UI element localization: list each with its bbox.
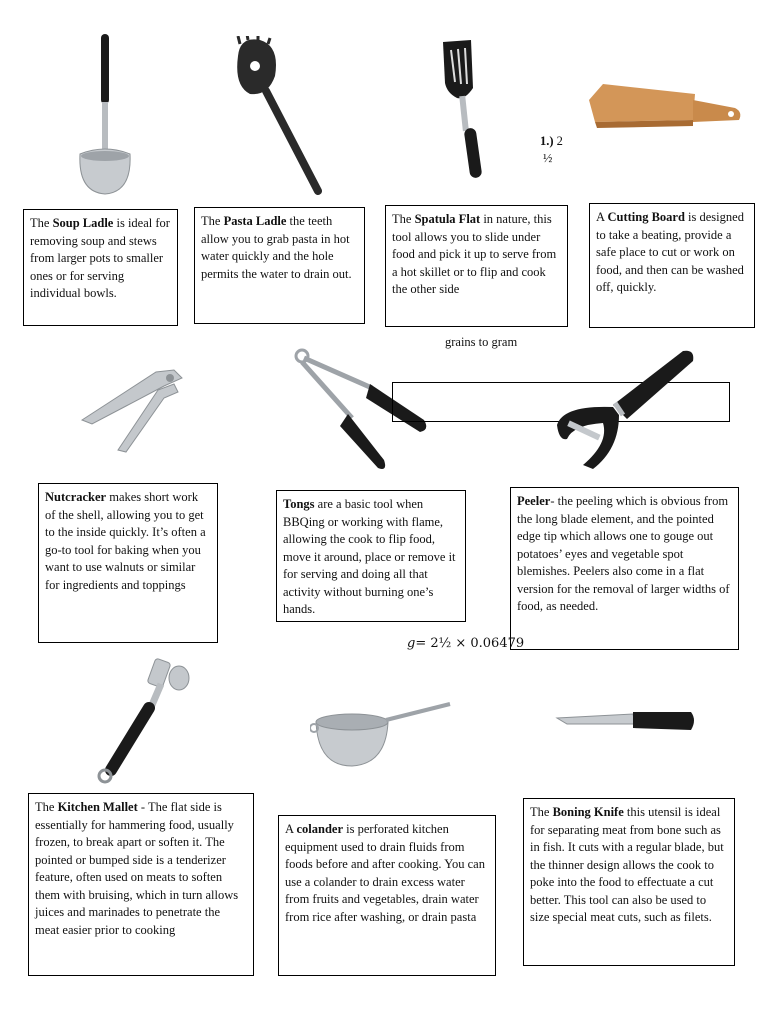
pasta-ladle-photo: [230, 36, 330, 196]
grains-label: grains to gram: [445, 335, 518, 349]
soup-ladle-text: is ideal for removing soup and stews from larger pots to smaller ones or for serving individual bowls.: [30, 216, 170, 300]
colander-text: is perforated kitchen equipment used to drain fluids from foods before and after cooking. You can use a colander to drain excess water from fruits and vegetables, drain water from rice after washing, or drain pasta: [285, 822, 485, 924]
soup-ladle-name: Soup Ladle: [52, 216, 114, 230]
cutting-board-name: Cutting Board: [607, 210, 685, 224]
nutcracker-name: Nutcracker: [45, 490, 107, 504]
cutting-board-text: is designed to take a beating, provide a safe place to cut or work on food, and then can be washed off, quickly.: [596, 210, 744, 294]
colander-photo: [310, 700, 455, 770]
peeler-name: Peeler: [517, 494, 551, 508]
peeler-card: [510, 487, 739, 650]
nutcracker-photo: [78, 362, 188, 454]
boning-knife-text: this utensil is ideal for separating meat from bone such as in fish. It cuts with a regular blade, but the thinner design allows the cook to poke into the food to effectuate a cut better. This tool can also be used to size special meat cuts, such as filets.: [530, 805, 724, 924]
value-line-1: 2: [556, 134, 563, 148]
spatula-photo: [435, 38, 505, 183]
tongs-name: Tongs: [283, 497, 315, 511]
boning-knife-card: [523, 798, 735, 966]
boning-knife-pre: The: [530, 805, 553, 819]
soup-ladle-photo: [70, 32, 140, 197]
stray-number: [540, 133, 563, 149]
mallet-name: Kitchen Mallet: [57, 800, 138, 814]
peeler-photo: [553, 345, 698, 473]
formula-expression: = 2½ × 0.06479: [415, 636, 525, 651]
peeler-text: - the peeling which is obvious from the long blade element, and the pointed edge tip which allows one to gouge out potatoes’ eyes and vegetable spot blemishes. Peelers also come in a flat version for the removal of larger widths of food, as needed.: [517, 494, 730, 613]
pasta-ladle-pre: The: [201, 214, 224, 228]
kitchen-mallet-card: [28, 793, 254, 976]
formula-variable: g: [407, 636, 416, 651]
pasta-ladle-name: Pasta Ladle: [223, 214, 287, 228]
soup-ladle-card: [23, 209, 178, 326]
nutcracker-card: [38, 483, 218, 643]
pasta-ladle-card: [194, 207, 365, 324]
cutting-board-photo: [585, 82, 745, 144]
boning-knife-photo: [555, 708, 697, 734]
mallet-pre: The: [35, 800, 58, 814]
colander-card: [278, 815, 496, 976]
boning-knife-name: Boning Knife: [552, 805, 624, 819]
kitchen-mallet-photo: [93, 656, 193, 786]
nutcracker-text: makes short work of the shell, allowing you to get to the inside quickly. It’s often a go-to tool for baking when you want to use walnuts or similar for ingredients and toppings: [45, 490, 206, 592]
mallet-text: - The flat side is essentially for hammering food, usually frozen, to break apart or soften it. The pointed or bumped side is a tenderizer feature, often used on meats to soften them with bruising, which in turn allows juices and marinades to penetrate the meat easier prior to cooking: [35, 800, 239, 937]
cutting-board-pre: A: [596, 210, 608, 224]
cutting-board-card: [589, 203, 755, 328]
stray-half: ½: [543, 151, 553, 165]
spatula-card: [385, 205, 568, 327]
spatula-pre: The: [392, 212, 415, 226]
tongs-text: are a basic tool when BBQing or working with flame, allowing the cook to flip food, move it around, place or remove it for serving and doing all that activity without burning one’s hands.: [283, 497, 456, 616]
formula: [407, 636, 524, 651]
pasta-ladle-text: the teeth allow you to grab pasta in hot water quickly and the hole permits the water to drain out.: [201, 214, 352, 281]
spatula-text: in nature, this tool allows you to slide under food and pick it up to serve from a hot skillet or to flip and cook the other side: [392, 212, 557, 296]
tongs-card: [276, 490, 466, 622]
soup-ladle-pre: The: [30, 216, 53, 230]
number-label: 1.): [540, 134, 554, 148]
colander-pre: A: [285, 822, 297, 836]
spatula-name: Spatula Flat: [414, 212, 481, 226]
colander-name: colander: [296, 822, 343, 836]
